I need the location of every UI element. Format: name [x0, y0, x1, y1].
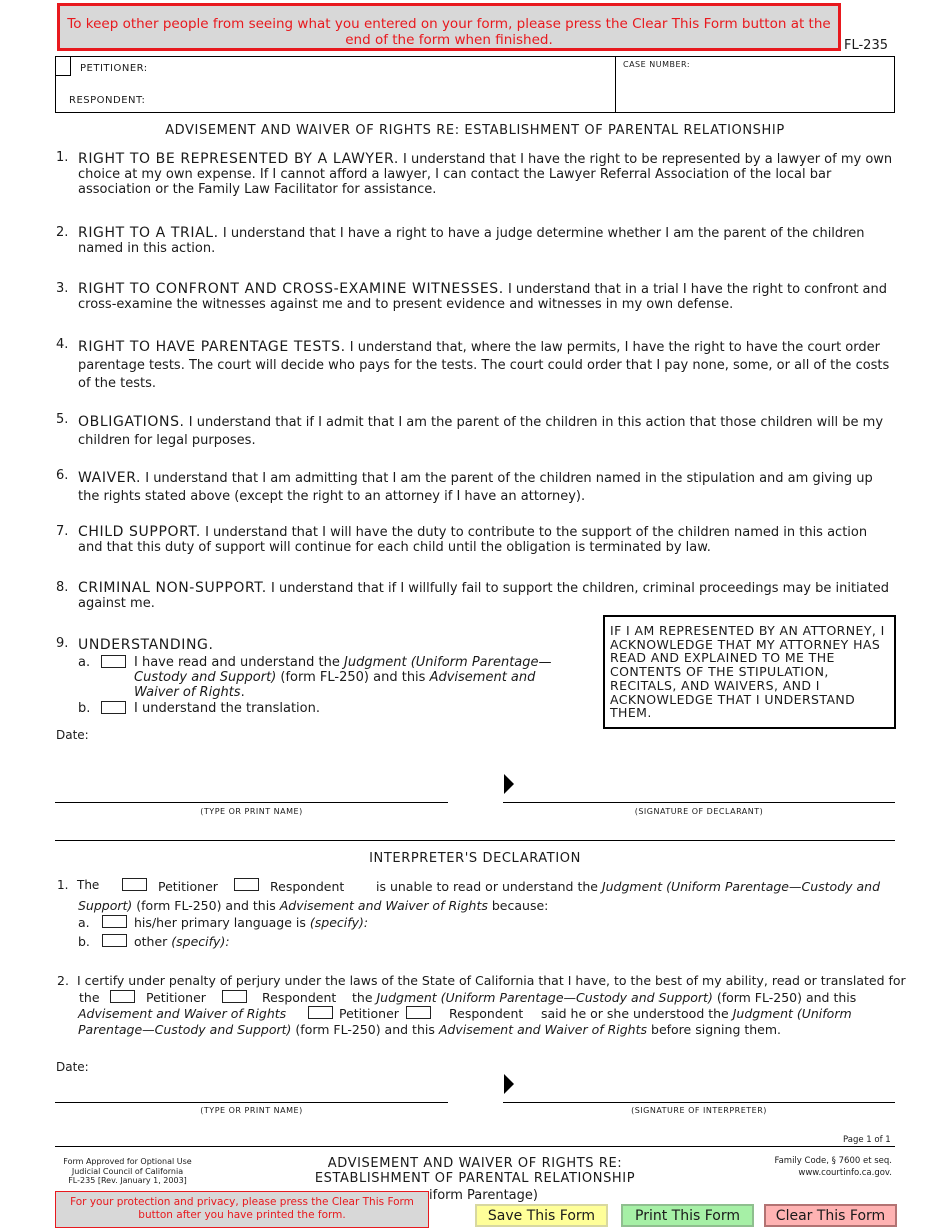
interpreter-1-continued: Support) (form FL-250) and this Advisement and Waiver of Rights because:: [78, 898, 549, 913]
said-respondent-checkbox[interactable]: [406, 1006, 431, 1019]
translation-checkbox[interactable]: [101, 701, 126, 714]
understanding-heading: UNDERSTANDING.: [78, 637, 214, 653]
privacy-notice-text: To keep other people from seeing what you entered on your form, please press the Clear This Form button at the end of the form when finished.: [67, 16, 831, 48]
interpreter-name-input[interactable]: [58, 1082, 447, 1102]
interpreter-2-the: the: [79, 990, 100, 1005]
primary-language-input[interactable]: [365, 913, 869, 931]
interpreter-date-input[interactable]: [95, 1058, 299, 1076]
right-item: [78, 152, 893, 197]
clear-button[interactable]: Clear This Form: [764, 1204, 897, 1227]
interpreter-petitioner-label: Petitioner: [158, 879, 218, 894]
privacy-notice-bottom: [55, 1191, 429, 1228]
primary-language-label: his/her primary language is (specify):: [134, 915, 369, 930]
declarant-signature-area[interactable]: [518, 780, 888, 800]
understanding-b-text: I understand the translation.: [134, 701, 320, 716]
declarant-name-caption: (TYPE OR PRINT NAME): [200, 807, 303, 816]
right-item: [78, 226, 893, 256]
said-respondent-label: Respondent: [449, 1006, 524, 1021]
form-title: ADVISEMENT AND WAIVER OF RIGHTS RE: ESTABLISHMENT OF PARENTAL RELATIONSHIP: [165, 123, 785, 138]
right-number: 5.: [56, 412, 69, 427]
right-text: I understand that I will have the duty to contribute to the support of the children named in this action and that this duty of support will continue for each child until the obligation is terminated by law.: [78, 525, 868, 555]
right-item: [78, 338, 893, 393]
right-heading: RIGHT TO CONFRONT AND CROSS-EXAMINE WITNESSES.: [78, 281, 504, 297]
right-heading: RIGHT TO HAVE PARENTAGE TESTS.: [78, 339, 346, 355]
form-approval: Form Approved for Optional Use Judicial Council of California FL-235 [Rev. January 1, 2003]: [63, 1157, 192, 1185]
interpreter-2-advisement: Advisement and Waiver of Rights: [78, 1006, 287, 1021]
date-label: Date:: [56, 728, 89, 742]
right-text: I understand that I am admitting that I am the parent of the children named in the stipulation and am giving up the rights stated above (except the right to an attorney if I have an attorney).: [78, 471, 873, 504]
read-understand-checkbox[interactable]: [101, 655, 126, 668]
interpreter-date-label: Date:: [56, 1060, 89, 1074]
attorney-acknowledgement-text: IF I AM REPRESENTED BY AN ATTORNEY, I ACKNOWLEDGE THAT MY ATTORNEY HAS READ AND EXPLAINED TO ME THE CONTENTS OF THE STIPULATION, RECITALS, AND WAIVERS, AND I ACKNOWLEDGE THAT I UNDERSTAND THEM.: [610, 623, 885, 721]
footer-title-fragment: iform Parentage): [429, 1188, 538, 1203]
interpreter-1-the: The: [77, 878, 100, 892]
case-number-input[interactable]: [621, 75, 890, 107]
other-reason-label: other (specify):: [134, 934, 230, 949]
understanding-a-letter: a.: [78, 655, 91, 670]
right-heading: CHILD SUPPORT.: [78, 524, 201, 540]
certify-petitioner-label: Petitioner: [146, 990, 206, 1005]
other-reason-input[interactable]: [230, 932, 869, 950]
attorney-acknowledgement-box: [603, 615, 896, 729]
declarant-signature-caption: (SIGNATURE OF DECLARANT): [634, 807, 764, 816]
understanding-number: 9.: [56, 636, 69, 651]
right-item: [78, 525, 893, 555]
right-heading: CRIMINAL NON-SUPPORT.: [78, 580, 267, 596]
right-item: [78, 413, 893, 450]
petitioner-input[interactable]: [166, 59, 610, 79]
other-reason-checkbox[interactable]: [102, 934, 127, 947]
interpreter-heading: INTERPRETER'S DECLARATION: [369, 851, 581, 866]
form-number: FL-235: [844, 38, 888, 53]
interpreter-1-unable: is unable to read or understand the Judgment (Uniform Parentage—Custody and: [376, 879, 881, 894]
right-item: [78, 282, 893, 312]
save-button[interactable]: Save This Form: [475, 1204, 608, 1227]
interpreter-1-number: 1.: [57, 878, 69, 892]
understanding-b-letter: b.: [78, 701, 91, 716]
right-item: [78, 581, 893, 611]
right-heading: RIGHT TO BE REPRESENTED BY A LAWYER.: [78, 151, 399, 167]
right-text: I understand that if I willfully fail to support the children, criminal proceedings may be initiated against me.: [78, 581, 889, 611]
print-button[interactable]: Print This Form: [621, 1204, 754, 1227]
interpreter-2-line2: the Judgment (Uniform Parentage—Custody and Support) (form FL-250) and this: [352, 990, 857, 1005]
right-text: I understand that in a trial I have the right to confront and cross-examine the witnesses against me and to present evidence and witnesses in my own defense.: [78, 282, 888, 312]
declarant-name-input[interactable]: [58, 782, 447, 802]
right-item: [78, 469, 893, 506]
said-petitioner-checkbox[interactable]: [308, 1006, 333, 1019]
interpreter-2-said: said he or she understood the Judgment (Uniform: [541, 1006, 852, 1021]
right-text: I understand that if I admit that I am the parent of the children in this action that those children will be my children for legal purposes.: [78, 415, 884, 448]
interpreter-2-final: Parentage—Custody and Support) (form FL-250) and this Advisement and Waiver of Rights before signing them.: [78, 1022, 782, 1037]
interpreter-signature-caption: (SIGNATURE OF INTERPRETER): [631, 1106, 767, 1115]
interpreter-signature-area[interactable]: [518, 1080, 888, 1100]
right-text: I understand that I have the right to be represented by a lawyer of my own choice at my own expense. If I cannot afford a lawyer, I can contact the Lawyer Referral Association of the local bar association or the Family Law Facilitator for assistance.: [78, 152, 893, 197]
right-number: 1.: [56, 150, 69, 165]
respondent-input[interactable]: [166, 91, 610, 111]
interpreter-2-line1: I certify under penalty of perjury under the laws of the State of California that I have, to the best of my ability, read or translated for: [77, 973, 906, 988]
right-text: I understand that, where the law permits, I have the right to have the court order parentage tests. The court will decide who pays for the tests. The court could order that I pay none, some, or all of the costs of the tests.: [78, 340, 890, 391]
privacy-notice-bottom-text: For your protection and privacy, please press the Clear This Form button after you have printed the form.: [70, 1196, 414, 1221]
page-number: Page 1 of 1: [843, 1135, 891, 1145]
case-number-label: CASE NUMBER:: [623, 60, 691, 69]
right-number: 4.: [56, 337, 69, 352]
understanding-a-text: I have read and understand the Judgment (Uniform Parentage—Custody and Support) (form FL-250) and this Advisement and Waiver of Rights.: [134, 655, 552, 700]
primary-language-checkbox[interactable]: [102, 915, 127, 928]
signature-arrow-icon: [504, 774, 514, 794]
right-heading: WAIVER.: [78, 470, 142, 486]
right-number: 8.: [56, 580, 69, 595]
legal-code: Family Code, § 7600 et seq. www.courtinfo.ca.gov.: [774, 1156, 892, 1178]
privacy-notice-top: [57, 3, 841, 51]
interpreter-respondent-label: Respondent: [270, 879, 345, 894]
interpreter-name-caption: (TYPE OR PRINT NAME): [200, 1106, 303, 1115]
interpreter-2-number: 2.: [57, 973, 69, 988]
footer-title: ADVISEMENT AND WAIVER OF RIGHTS RE: ESTABLISHMENT OF PARENTAL RELATIONSHIP: [314, 1156, 636, 1186]
right-text: I understand that I have a right to have a judge determine whether I am the parent of the children named in this action.: [78, 226, 865, 256]
certify-respondent-checkbox[interactable]: [222, 990, 247, 1003]
said-petitioner-label: Petitioner: [339, 1006, 399, 1021]
interpreter-b-letter: b.: [78, 934, 90, 949]
right-number: 3.: [56, 281, 69, 296]
respondent-label: RESPONDENT:: [69, 95, 146, 106]
right-number: 6.: [56, 468, 69, 483]
interpreter-signature-arrow-icon: [504, 1074, 514, 1094]
caption-box: [55, 56, 895, 113]
right-number: 7.: [56, 524, 69, 539]
petitioner-label: PETITIONER:: [80, 63, 148, 74]
right-heading: RIGHT TO A TRIAL.: [78, 225, 219, 241]
declarant-date-input[interactable]: [95, 726, 299, 744]
right-number: 2.: [56, 225, 69, 240]
interpreter-a-letter: a.: [78, 915, 90, 930]
certify-petitioner-checkbox[interactable]: [110, 990, 135, 1003]
interpreter-petitioner-checkbox[interactable]: [122, 878, 147, 891]
interpreter-respondent-checkbox[interactable]: [234, 878, 259, 891]
certify-respondent-label: Respondent: [262, 990, 337, 1005]
right-heading: OBLIGATIONS.: [78, 414, 185, 430]
